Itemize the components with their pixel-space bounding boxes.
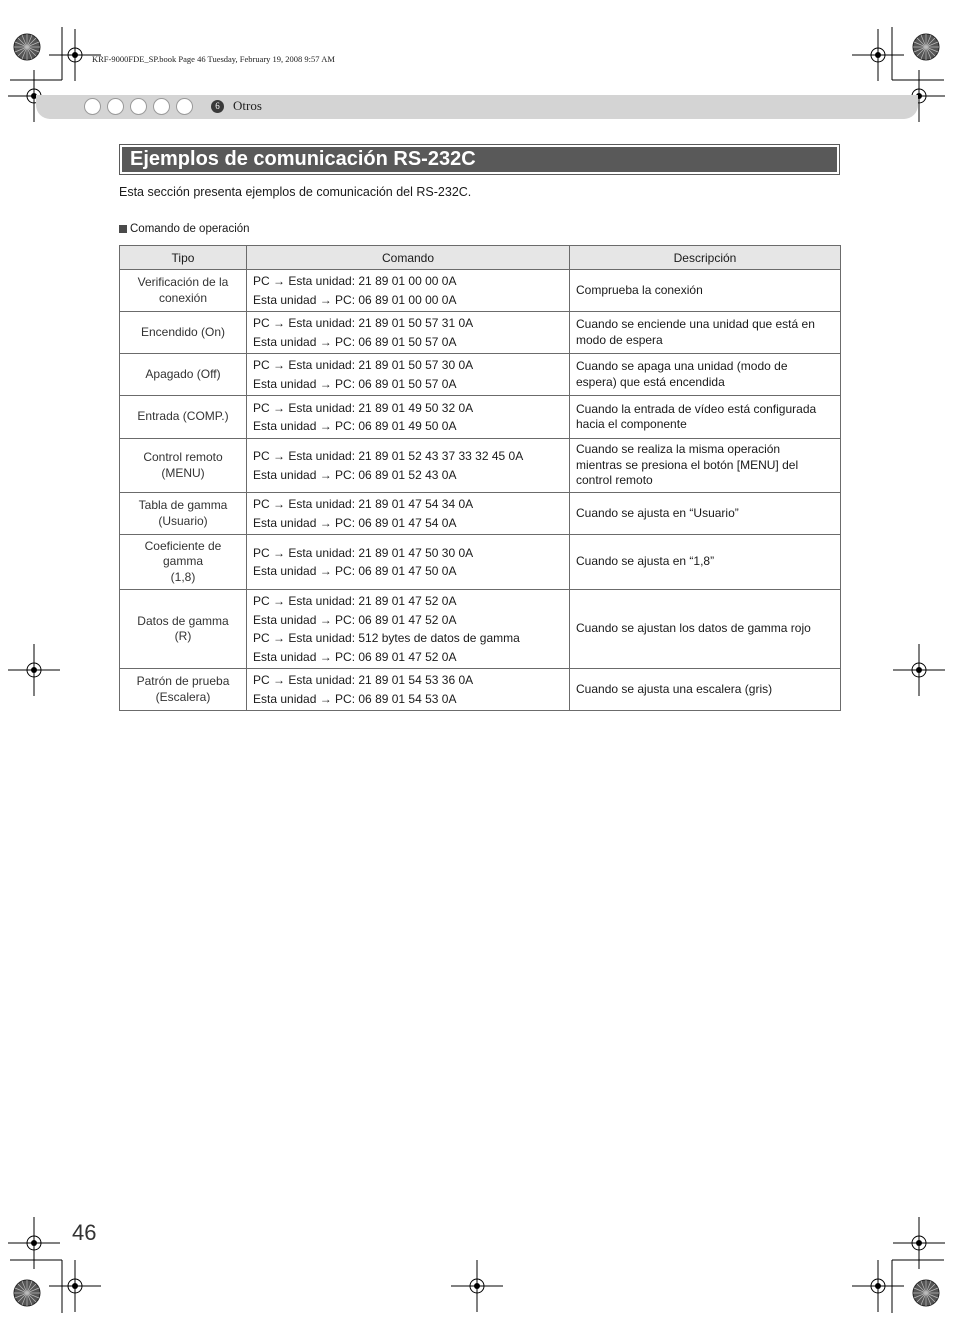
cell-descripcion-line: Cuando se ajusta una escalera (gris) [576, 681, 773, 696]
cell-descripcion-line: control remoto [576, 473, 653, 488]
cell-tipo-line: gamma [162, 554, 203, 569]
cell-tipo [120, 439, 247, 493]
cell-comando-line: Esta unidad → PC: 06 89 01 00 00 0A [253, 292, 457, 307]
cell-comando-line: Esta unidad → PC: 06 89 01 50 57 0A [253, 334, 457, 349]
cell-tipo-line: Control remoto [143, 450, 223, 464]
cell-comando-line: PC → Esta unidad: 21 89 01 50 57 30 0A [253, 358, 474, 372]
cell-tipo [120, 396, 247, 439]
cell-tipo [120, 354, 247, 396]
table-row [120, 669, 841, 711]
cell-descripcion-line: Cuando se realiza la misma operación [576, 442, 781, 457]
cell-comando-line: PC → Esta unidad: 512 bytes de datos de gamma [253, 631, 520, 645]
section-title [119, 144, 840, 175]
cell-descripcion-line: hacia el componente [576, 417, 687, 431]
header-descripcion: Descripción [570, 246, 841, 270]
cell-comando-line: PC → Esta unidad: 21 89 01 47 52 0A [253, 594, 457, 608]
cell-descripcion [570, 493, 841, 535]
cell-tipo [120, 669, 247, 711]
cell-descripcion-line: Comprueba la conexión [576, 282, 703, 297]
cell-comando-line: Esta unidad → PC: 06 89 01 52 43 0A [253, 467, 457, 482]
table-row [120, 493, 841, 535]
cell-descripcion [570, 312, 841, 354]
table-row [120, 439, 841, 493]
cell-descripcion-line: Cuando se ajustan los datos de gamma rojo [576, 621, 811, 636]
cell-tipo-line: Tabla de gamma [138, 498, 228, 512]
cell-tipo [120, 270, 247, 312]
cell-comando [247, 270, 570, 312]
cell-comando-line: PC → Esta unidad: 21 89 01 47 50 30 0A [253, 545, 474, 560]
chapter-circle [84, 98, 101, 115]
cell-tipo-line: (Usuario) [158, 513, 208, 528]
cell-descripcion [570, 270, 841, 312]
file-info: KRF-9000FDE_SP.book Page 46 Tuesday, February 19, 2008 9:57 AM [92, 54, 335, 64]
table-row [120, 312, 841, 354]
cell-descripcion-line: Cuando se ajusta en “Usuario” [576, 505, 739, 520]
cell-descripcion [570, 590, 841, 669]
cell-descripcion [570, 669, 841, 711]
table-row [120, 354, 841, 396]
header-tipo: Tipo [120, 246, 247, 270]
chapter-circle [130, 98, 147, 115]
chapter-circle [107, 98, 124, 115]
cell-tipo-line: Encendido (On) [140, 324, 226, 339]
cell-tipo-line: (R) [174, 629, 192, 643]
table-header-row [120, 246, 841, 270]
chapter-progress [84, 98, 199, 115]
chapter-circle [176, 98, 193, 115]
cell-descripcion-line: mientras se presiona el botón [MENU] del [576, 457, 799, 472]
square-bullet-icon [119, 225, 127, 233]
cell-descripcion [570, 396, 841, 439]
cell-descripcion [570, 354, 841, 396]
chapter-name: Otros [233, 98, 262, 113]
chapter-bar [36, 95, 918, 119]
sub-heading-text: Comando de operación [130, 223, 250, 235]
cell-descripcion-line: modo de espera [576, 332, 663, 347]
page-number: 46 [72, 1220, 97, 1245]
cell-tipo-line: (1,8) [170, 569, 196, 584]
cell-descripcion-line: Cuando se apaga una unidad (modo de [576, 359, 788, 373]
chapter-number: 6 [211, 100, 224, 113]
intro-text: Esta sección presenta ejemplos de comunicación del RS-232C. [119, 185, 472, 199]
cell-tipo-line: Entrada (COMP.) [137, 409, 229, 424]
command-table [119, 245, 841, 711]
cell-descripcion-line: espera) que está encendida [576, 374, 725, 389]
cell-tipo [120, 535, 247, 590]
cell-descripcion-line: Cuando la entrada de vídeo está configurada [576, 401, 817, 416]
cell-tipo [120, 312, 247, 354]
cell-tipo-line: (MENU) [161, 465, 205, 480]
cell-descripcion-line: Cuando se enciende una unidad que está en [576, 317, 815, 331]
cell-tipo-line: (Escalera) [155, 689, 211, 704]
cell-comando-line: PC → Esta unidad: 21 89 01 00 00 0A [253, 274, 457, 288]
cell-comando [247, 535, 570, 590]
cell-comando-line: PC → Esta unidad: 21 89 01 52 43 37 33 32 45 0A [253, 449, 524, 463]
cell-comando-line: Esta unidad → PC: 06 89 01 47 52 0A [253, 649, 457, 664]
cell-comando-line: PC → Esta unidad: 21 89 01 50 57 31 0A [253, 316, 474, 330]
cell-comando-line: PC → Esta unidad: 21 89 01 54 53 36 0A [253, 673, 474, 687]
cell-comando-line: Esta unidad → PC: 06 89 01 54 53 0A [253, 691, 457, 706]
cell-comando [247, 312, 570, 354]
cell-comando-line: Esta unidad → PC: 06 89 01 50 57 0A [253, 376, 457, 391]
cell-tipo [120, 493, 247, 535]
cell-tipo-line: Datos de gamma [137, 613, 229, 628]
cell-comando-line: Esta unidad → PC: 06 89 01 47 54 0A [253, 515, 457, 530]
cell-tipo [120, 590, 247, 669]
cell-comando [247, 590, 570, 669]
cell-descripcion [570, 535, 841, 590]
chapter-circle [153, 98, 170, 115]
cell-comando-line: PC → Esta unidad: 21 89 01 49 50 32 0A [253, 400, 474, 415]
header-comando: Comando [247, 246, 570, 270]
table-body [120, 270, 841, 711]
section-title-text: Ejemplos de comunicación RS-232C [122, 147, 837, 172]
cell-descripcion-line: Cuando se ajusta en “1,8” [576, 554, 715, 569]
table-row [120, 270, 841, 312]
cell-tipo-line: Verificación de la [137, 275, 229, 289]
cell-comando-line: Esta unidad → PC: 06 89 01 49 50 0A [253, 419, 457, 433]
cell-comando [247, 669, 570, 711]
cell-comando [247, 396, 570, 439]
cell-tipo-line: Apagado (Off) [145, 366, 221, 381]
cell-descripcion [570, 439, 841, 493]
table-row [120, 535, 841, 590]
sub-heading [119, 223, 250, 235]
cell-comando [247, 493, 570, 535]
cell-tipo-line: conexión [158, 290, 208, 305]
cell-tipo-line: Patrón de prueba [136, 674, 230, 688]
cell-comando-line: Esta unidad → PC: 06 89 01 47 50 0A [253, 564, 457, 578]
cell-comando [247, 354, 570, 396]
cell-tipo-line: Coeficiente de [144, 538, 222, 553]
cell-comando [247, 439, 570, 493]
cell-comando-line: PC → Esta unidad: 21 89 01 47 54 34 0A [253, 497, 474, 511]
cell-comando-line: Esta unidad → PC: 06 89 01 47 52 0A [253, 612, 457, 627]
table-row [120, 396, 841, 439]
table-row [120, 590, 841, 669]
